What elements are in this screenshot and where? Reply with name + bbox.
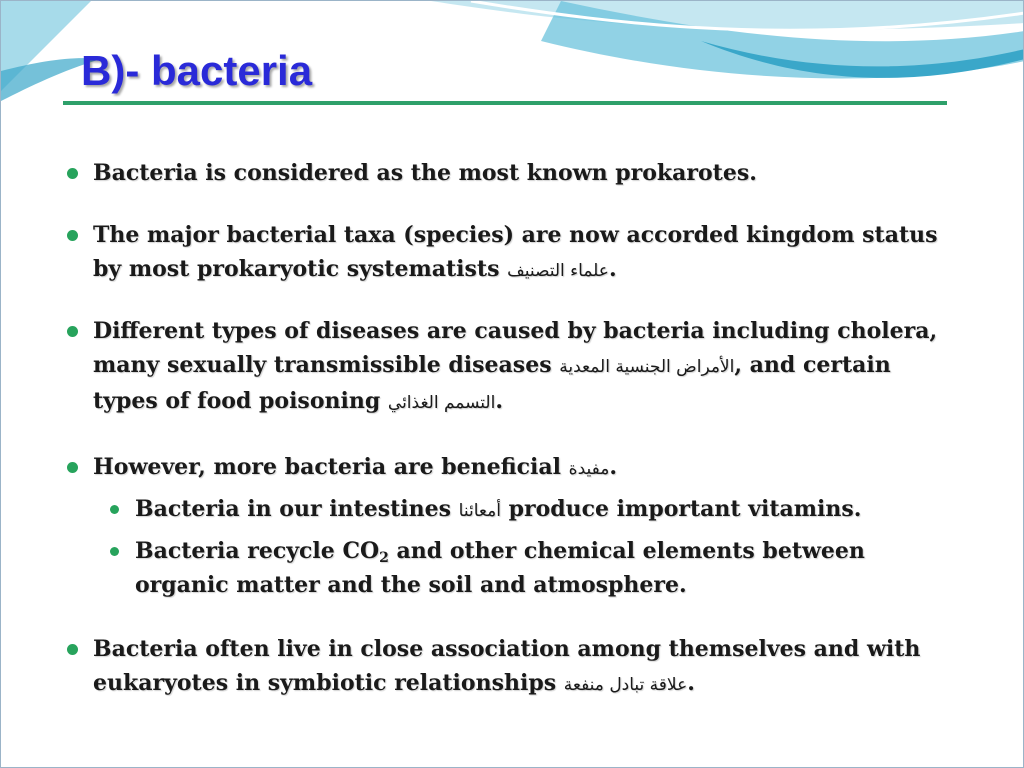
slide-title: B)- bacteria	[81, 47, 313, 94]
bullet-end: .	[609, 454, 617, 480]
bullet-dot-icon	[67, 230, 78, 241]
slide-content	[63, 156, 943, 702]
sub-bullet-end: and other chemical elements between organic matter and the soil and atmosphere.	[135, 538, 865, 598]
bullet-text: Bacteria often live in close association among themselves and with eukaryotes in symbiotic relationships	[93, 636, 921, 696]
bullet-text-mid: , and certain types of food poisoning	[93, 352, 891, 414]
bullet-dot-icon	[67, 644, 78, 655]
arabic-text: علاقة تبادل منفعة	[563, 675, 688, 695]
arabic-text: أمعائنا	[458, 501, 501, 521]
bullet-end: .	[608, 256, 617, 282]
bullet-dot-icon	[67, 462, 78, 473]
sub-bullet-text: Bacteria in our intestines	[135, 496, 451, 522]
arabic-text: علماء التصنيف	[507, 261, 609, 281]
bullet-item	[63, 450, 943, 486]
arabic-text: التسمم الغذائي	[387, 393, 496, 413]
sub-bullet-end: produce important vitamins.	[508, 496, 862, 522]
bullet-text: The major bacterial taxa (species) are now accorded kingdom status by most prokaryotic systematists	[93, 222, 938, 282]
bullet-item	[63, 314, 943, 420]
arabic-text: الأمراض الجنسية المعدية	[559, 357, 735, 377]
bullet-dot-icon	[67, 168, 78, 179]
bullet-end: .	[687, 670, 695, 696]
sub-bullet-item	[63, 534, 943, 602]
sub-bullet-text: Bacteria recycle CO	[135, 538, 380, 564]
bullet-item	[63, 156, 943, 190]
bullet-item	[63, 632, 943, 702]
sub-bullet-dot-icon	[110, 505, 119, 514]
bullet-end: .	[495, 388, 503, 414]
bullet-text: Bacteria is considered as the most known prokarotes.	[93, 160, 757, 186]
bullet-text: However, more bacteria are beneficial	[93, 454, 561, 480]
bullet-item	[63, 218, 943, 288]
bullet-dot-icon	[67, 326, 78, 337]
arabic-text: مفيدة	[568, 459, 610, 479]
title-divider	[63, 101, 947, 105]
sub-bullet-dot-icon	[110, 547, 119, 556]
subscript: 2	[379, 550, 389, 566]
bullet-text: Different types of diseases are caused by bacteria including cholera, many sexually transmissible diseases	[93, 318, 938, 378]
sub-bullet-item	[63, 492, 943, 528]
